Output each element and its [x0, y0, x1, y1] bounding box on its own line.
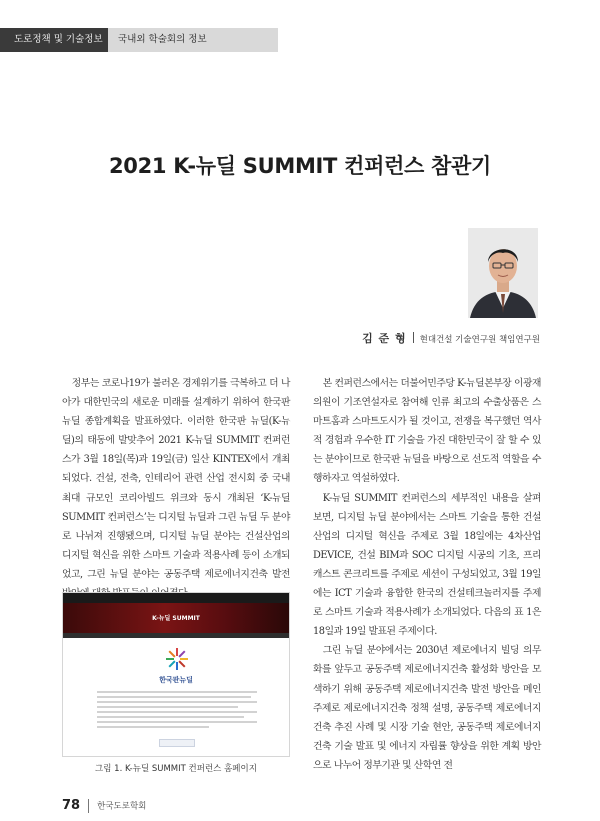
article-title: 2021 K-뉴딜 SUMMIT 컨퍼런스 참관기 — [108, 154, 492, 178]
section-label: 도로정책 및 기술정보 — [0, 28, 108, 52]
section-header — [0, 28, 600, 52]
new-deal-logo-icon — [157, 647, 197, 671]
figure-footer-badge — [159, 739, 195, 747]
author-name: 김 준 형 — [362, 332, 407, 345]
figure-sub-nav — [63, 633, 289, 638]
page-number: 78 — [62, 798, 81, 813]
body-paragraph: 정부는 코로나19가 불러온 경제위기를 극복하고 더 나아가 대한민국의 새로운 미래를 설계하기 위하여 한국판 뉴딜 종합계획을 발표하였다. 이러한 한국판 뉴딜(K-뉴딜)의 태동에 발맞추어 2021 K-뉴딜 SUMMIT 컨퍼런스가 3월 18일(목)과 19일(금) 일산 KINTEX에서 개최되었다. 건설, 전축, 인테리어 관련 산업 전시회 중 국내 최대 규모인 코리아빌드 위크와 동시 개최된 ‘K-뉴딜 SUMMIT 컨퍼런스’는 디지털 뉴딜과 그린 뉴딜 두 분야로 나뉘져 진행됐으며, 디지털 뉴딜 분야는 건설산업의 디지털 혁신을 위한 스마트 기술과 적용사례 등이 소개되었고, 그린 뉴딜 분야는 공동주택 제로에너지건축 발전 — [62, 378, 290, 580]
body-paragraph: 그린 뉴딜 분야에서는 2030년 제로에너지 빌딩 의무화를 앞두고 공동주택 제로에너지건축 활성화 방안을 모색하기 위해 공동주택 제로에너지건축 발전 방안을 메인 주제로 제로에너지건축 정책 설명, 공동주택 제로에너지건축 추진 사례 및 시장 기술 현안, 공동주택 제로에너지건축 기술 발표 및 에너지 자립률 향상을 위한 계획 방안으로 나누어 정부기관 및 산학연 전 — [313, 645, 541, 771]
author-affiliation: 현대건설 기술연구원 책임연구원 — [419, 335, 540, 345]
figure-top-nav — [63, 593, 289, 603]
footer-divider — [88, 799, 89, 813]
figure-homepage-screenshot — [62, 592, 290, 757]
figure-text-block — [97, 691, 257, 731]
page-footer — [62, 795, 146, 814]
journal-name: 한국도로학회 — [97, 801, 147, 812]
author-photo — [468, 228, 538, 318]
subsection-label: 국내외 학술회의 정보 — [108, 28, 278, 52]
byline-divider — [413, 332, 414, 343]
figure-banner-text: K-뉴딜 SUMMIT — [152, 615, 200, 622]
author-byline — [362, 330, 540, 346]
figure-logo-caption: 한국판뉴딜 — [159, 676, 193, 684]
figure-caption: 그림 1. K-뉴딜 SUMMIT 컨퍼런스 홈페이지 — [95, 764, 257, 774]
body-paragraph: 본 컨퍼런스에서는 더불어민주당 K-뉴딜본부장 이광재 의원이 기조연설자로 참여해 인류 최고의 수출상품은 스마트홈과 스마트도시가 될 것이고, 전쟁을 복구했던 역사적 경험과 우수한 IT 기술을 가진 대한민국이 잘 할 수 있는 분야이므로 한국판 뉴딜을 바탕으로 선도적 역할을 수행하자고 역설하였다. — [313, 378, 541, 485]
body-paragraph: K-뉴딜 SUMMIT 컨퍼런스의 세부적인 내용을 살펴보면, 디지털 뉴딜 분야에서는 스마트 기술을 통한 건설산업의 디지털 혁신을 주제로 3월 18일에는 4차산업 DEVICE, 건설 BIM과 SOC 디지털 시공의 기초, 프리캐스트 콘크리트를 주제로 세션이 구성되었고, 3월 19일에는 ICT 기술과 융합한 한국의 건설테크놀러지를 주제로 스마트 기술과 적용사례가 소개되었다. 다음의 표 1은 18일과 19일 발표된 주제이다. — [313, 492, 541, 638]
author-portrait-illustration — [468, 228, 538, 318]
body-column-left — [62, 374, 290, 603]
body-column-right — [313, 374, 541, 775]
